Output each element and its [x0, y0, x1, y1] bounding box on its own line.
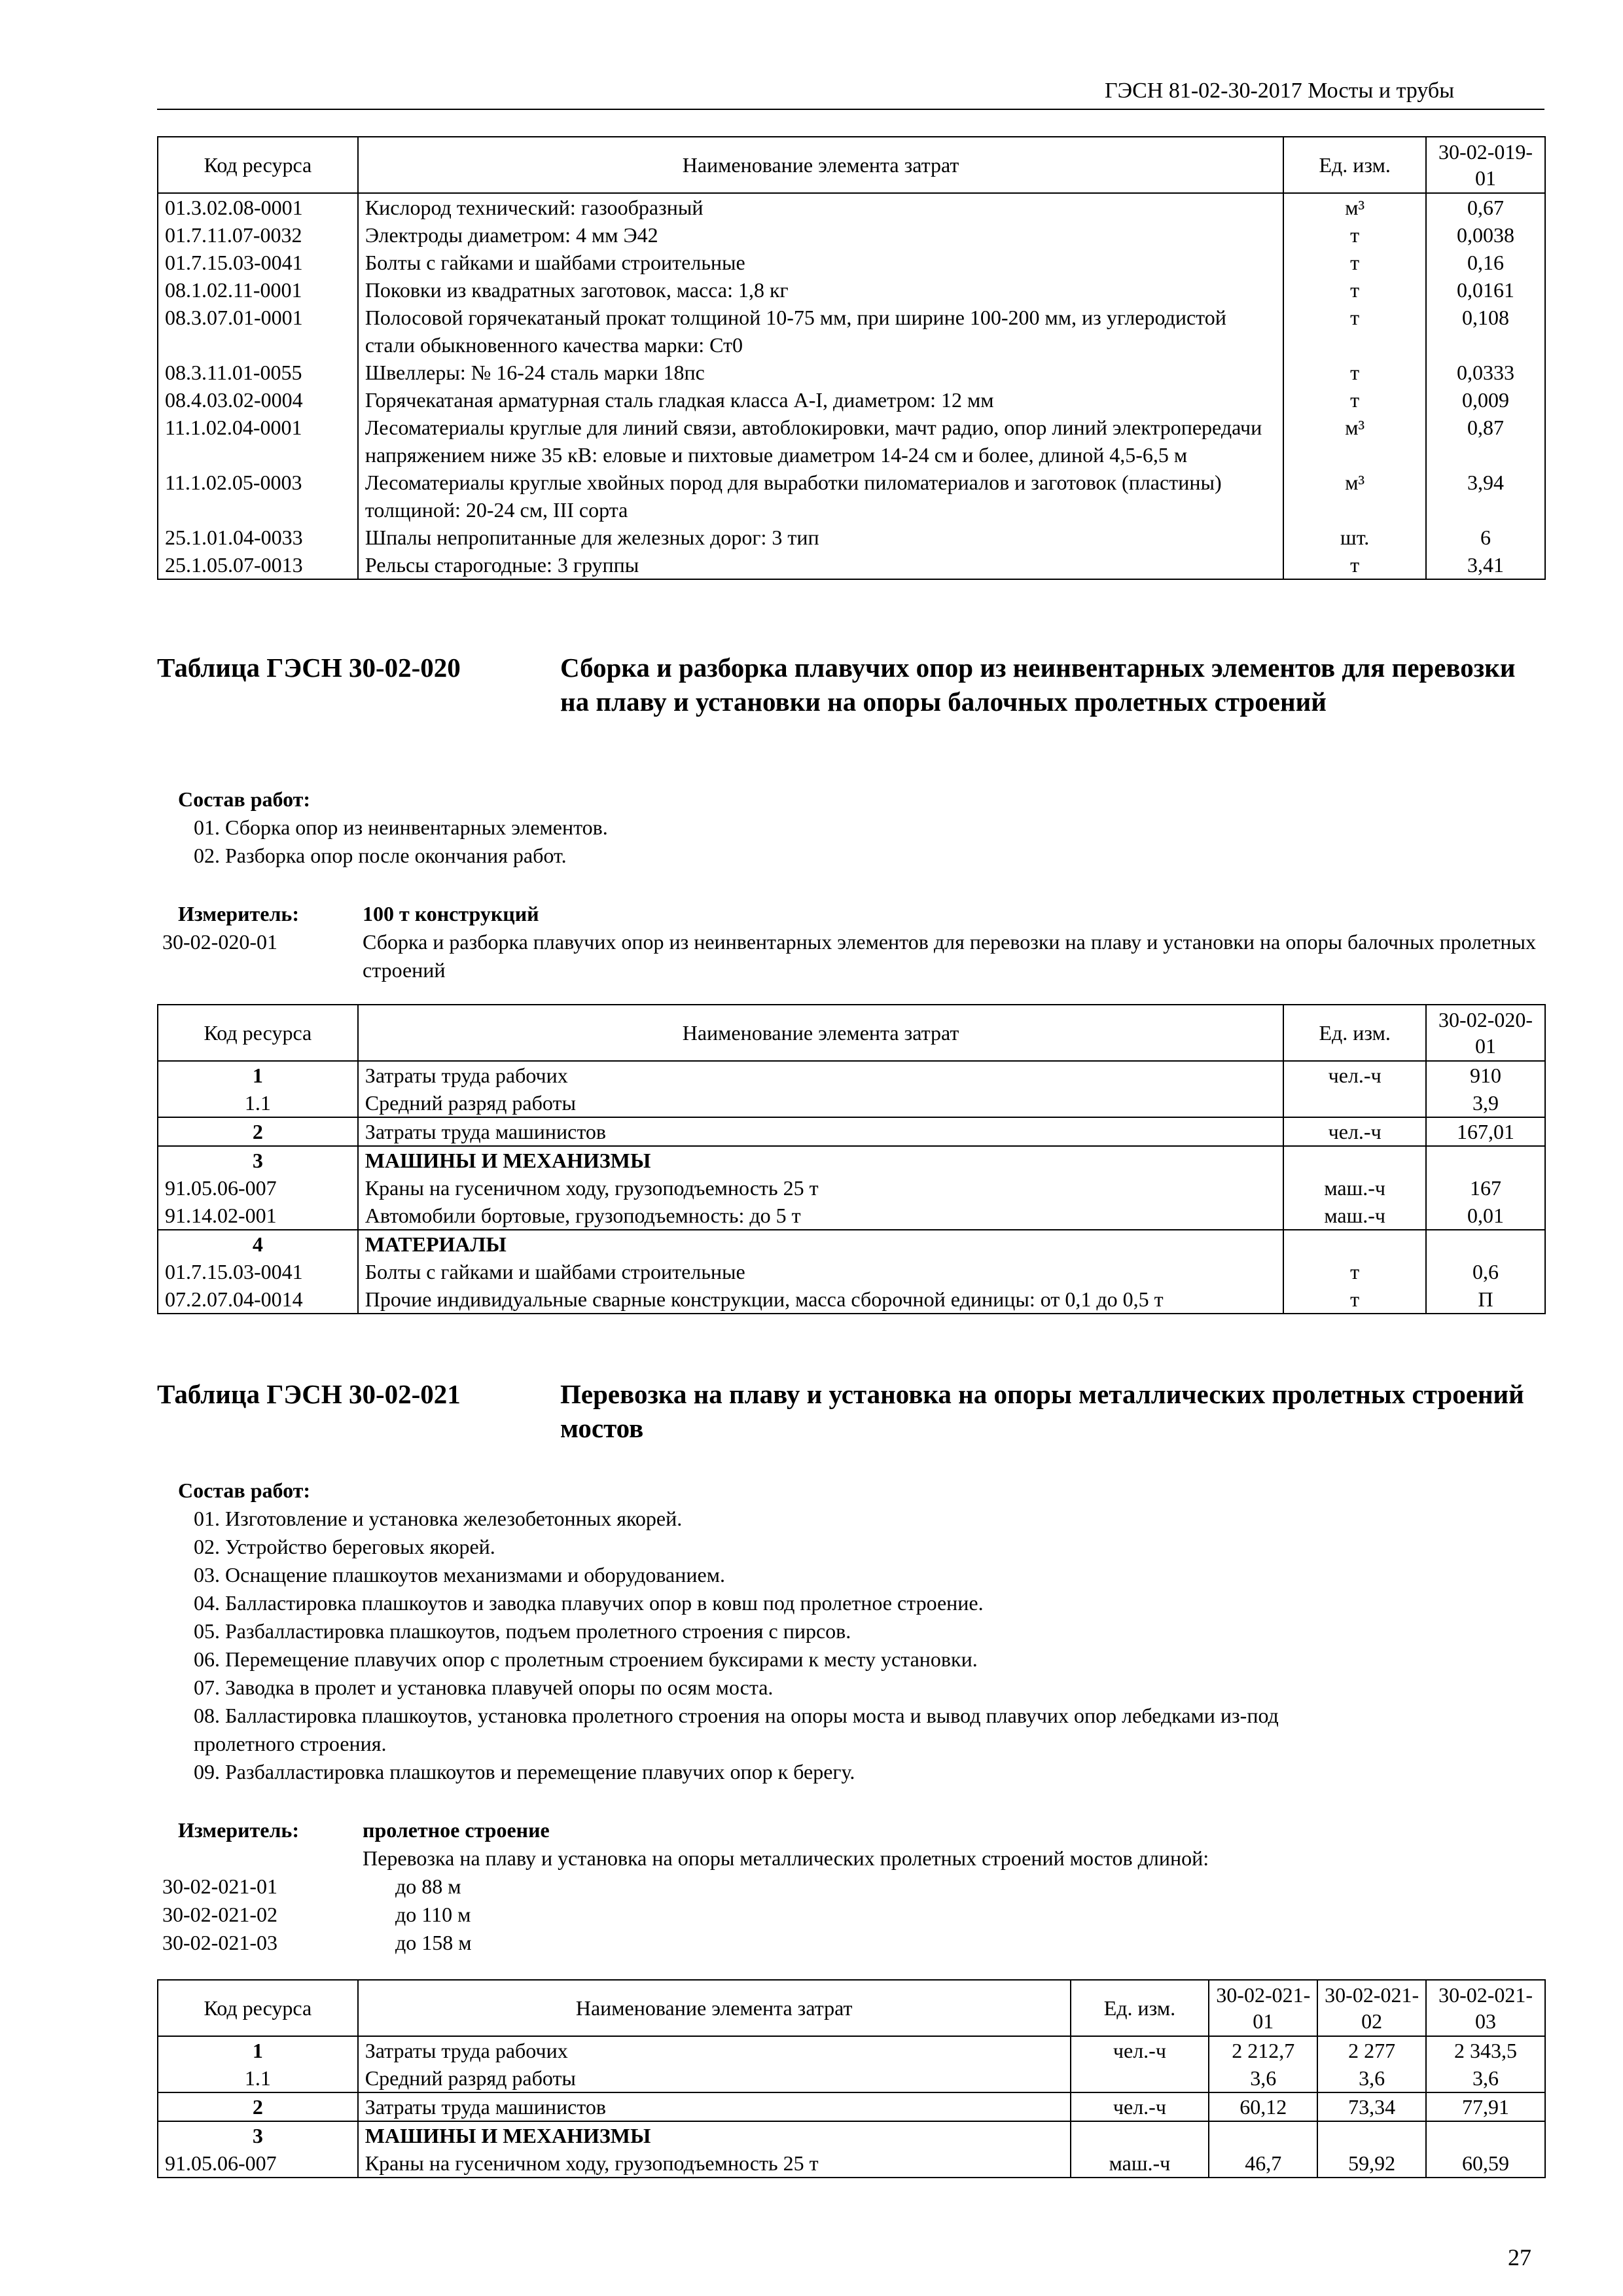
cell-code: 91.14.02-001 [158, 1202, 358, 1230]
cell-value: 0,87 [1426, 414, 1545, 469]
cell-value: 59,92 [1317, 2149, 1426, 2178]
table-row [158, 221, 1545, 249]
cell-value [1426, 2121, 1545, 2149]
cell-code: 08.3.07.01-0001 [158, 304, 358, 359]
section-title-021: Перевозка на плаву и установка на опоры металлических пролетных строений мостов [560, 1379, 1524, 1443]
table-row [158, 1174, 1545, 1202]
table-row [158, 2121, 1545, 2149]
work-item: 01. Сборка опор из неинвентарных элементов. [194, 816, 608, 839]
cell-unit: маш.-ч [1071, 2149, 1209, 2178]
col-header-name: Наименование элемента затрат [358, 1005, 1283, 1061]
cell-value: 0,108 [1426, 304, 1545, 359]
work-item: 06. Перемещение плавучих опор с пролетным строением буксирами к месту установки. [194, 1647, 978, 1671]
cell-value: 3,94 [1426, 469, 1545, 524]
cell-name: Краны на гусеничном ходу, грузоподъемность 25 т [358, 1174, 1283, 1202]
cell-value: 2 343,5 [1426, 2036, 1545, 2064]
cell-value: 3,6 [1426, 2064, 1545, 2092]
cell-name: Болты с гайками и шайбами строительные [358, 249, 1283, 276]
cell-unit: м³ [1283, 469, 1426, 524]
item-code: 30-02-021-02 [162, 1903, 277, 1926]
cell-value: 167 [1426, 1174, 1545, 1202]
cell-unit: т [1283, 359, 1426, 386]
cell-unit [1071, 2121, 1209, 2149]
cell-name: Краны на гусеничном ходу, грузоподъемность 25 т [358, 2149, 1071, 2178]
cell-code: 91.05.06-007 [158, 2149, 358, 2178]
cell-value: 77,91 [1426, 2092, 1545, 2121]
header-rule [157, 109, 1544, 110]
cell-unit: маш.-ч [1283, 1174, 1426, 1202]
cell-code: 3 [158, 1146, 358, 1174]
table-row [158, 524, 1545, 551]
cell-name: Болты с гайками и шайбами строительные [358, 1258, 1283, 1285]
cell-name: Затраты труда машинистов [358, 1117, 1283, 1146]
cell-unit: т [1283, 276, 1426, 304]
cell-unit: т [1283, 1258, 1426, 1285]
table-019 [157, 136, 1546, 580]
item-text: до 88 м [395, 1874, 461, 1898]
cell-value: 60,12 [1209, 2092, 1317, 2121]
item-code: 30-02-021-01 [162, 1874, 277, 1898]
cell-value: 60,59 [1426, 2149, 1545, 2178]
cell-value [1426, 1230, 1545, 1258]
cell-code: 08.4.03.02-0004 [158, 386, 358, 414]
cell-value: П [1426, 1285, 1545, 1314]
cell-value: 3,6 [1209, 2064, 1317, 2092]
cell-code: 08.3.11.01-0055 [158, 359, 358, 386]
cell-value: 3,9 [1426, 1089, 1545, 1117]
item-text: до 158 м [395, 1931, 472, 1954]
cell-value: 3,41 [1426, 551, 1545, 579]
meter-value-020: 100 т конструкций [363, 902, 539, 925]
cell-code: 91.05.06-007 [158, 1174, 358, 1202]
col-header-value: 30-02-019-01 [1426, 137, 1545, 193]
item-text-020: Сборка и разборка плавучих опор из неинвентарных элементов для перевозки на плаву и установки на опоры балочных пролетных строений [363, 930, 1537, 982]
cell-code: 25.1.05.07-0013 [158, 551, 358, 579]
section-label-021: Таблица ГЭСН 30-02-021 [157, 1379, 461, 1409]
cell-unit: т [1283, 249, 1426, 276]
meter-label-021: Измеритель: [178, 1818, 299, 1842]
cell-code: 11.1.02.04-0001 [158, 414, 358, 469]
cell-name: Лесоматериалы круглые хвойных пород для выработки пиломатериалов и заготовок (пластины) толщиной: 20-24 см, III сорта [358, 469, 1283, 524]
cell-name: Затраты труда машинистов [358, 2092, 1071, 2121]
table-row [158, 1202, 1545, 1230]
cell-name: Затраты труда рабочих [358, 1061, 1283, 1089]
col-header-name: Наименование элемента затрат [358, 137, 1283, 193]
cell-code: 25.1.01.04-0033 [158, 524, 358, 551]
work-item: 02. Устройство береговых якорей. [194, 1535, 495, 1558]
item-text: до 110 м [395, 1903, 471, 1926]
cell-value: 0,0333 [1426, 359, 1545, 386]
cell-code: 01.3.02.08-0001 [158, 193, 358, 221]
cell-unit: шт. [1283, 524, 1426, 551]
cell-code: 2 [158, 1117, 358, 1146]
table-row [158, 1285, 1545, 1314]
cell-name: Полосовой горячекатаный прокат толщиной 10-75 мм, при ширине 100-200 мм, из углеродистой стали обыкновенного качества марки: Ст0 [358, 304, 1283, 359]
cell-value: 2 277 [1317, 2036, 1426, 2064]
cell-code: 3 [158, 2121, 358, 2149]
cell-unit: т [1283, 1285, 1426, 1314]
cell-code: 4 [158, 1230, 358, 1258]
col-header-code: Код ресурса [158, 1005, 358, 1061]
col-header-code: Код ресурса [158, 1980, 358, 2036]
table-row [158, 2036, 1545, 2064]
cell-name: МАШИНЫ И МЕХАНИЗМЫ [358, 2121, 1071, 2149]
cell-name: Прочие индивидуальные сварные конструкции, масса сборочной единицы: от 0,1 до 0,5 т [358, 1285, 1283, 1314]
cell-code: 07.2.07.04-0014 [158, 1285, 358, 1314]
works-label-021: Состав работ: [178, 1479, 311, 1502]
cell-code: 2 [158, 2092, 358, 2121]
cell-value: 0,009 [1426, 386, 1545, 414]
work-item: 07. Заводка в пролет и установка плавучей опоры по осям моста. [194, 1676, 774, 1699]
cell-code: 1.1 [158, 1089, 358, 1117]
meter-label-020: Измеритель: [178, 902, 299, 925]
running-header: ГЭСН 81-02-30-2017 Мосты и трубы [1105, 79, 1455, 103]
table-021 [157, 1979, 1546, 2178]
cell-name: Лесоматериалы круглые для линий связи, автоблокировки, мачт радио, опор линий электропередачи напряжением ниже 35 кВ: еловые и пихтовые диаметром 14-24 см и более, длиной 4,5-6,5 м [358, 414, 1283, 469]
page-number: 27 [1508, 2244, 1531, 2270]
col-header-unit: Ед. изм. [1071, 1980, 1209, 2036]
cell-code: 01.7.15.03-0041 [158, 249, 358, 276]
cell-value: 167,01 [1426, 1117, 1545, 1146]
cell-unit [1071, 2064, 1209, 2092]
meter-desc-021: Перевозка на плаву и установка на опоры металлических пролетных строений мостов длиной: [363, 1846, 1209, 1870]
cell-name: МАТЕРИАЛЫ [358, 1230, 1283, 1258]
meter-value-021: пролетное строение [363, 1818, 550, 1842]
cell-name: МАШИНЫ И МЕХАНИЗМЫ [358, 1146, 1283, 1174]
cell-unit: т [1283, 221, 1426, 249]
table-row [158, 1061, 1545, 1089]
cell-value: 6 [1426, 524, 1545, 551]
cell-unit [1283, 1089, 1426, 1117]
col-header-unit: Ед. изм. [1283, 1005, 1426, 1061]
col-header-value-2: 30-02-021-02 [1317, 1980, 1426, 2036]
table-row [158, 1089, 1545, 1117]
col-header-unit: Ед. изм. [1283, 137, 1426, 193]
cell-unit: чел.-ч [1071, 2092, 1209, 2121]
table-row [158, 1258, 1545, 1285]
table-row [158, 193, 1545, 221]
section-label-020: Таблица ГЭСН 30-02-020 [157, 653, 461, 683]
col-header-value-1: 30-02-021-01 [1209, 1980, 1317, 2036]
cell-code: 01.7.11.07-0032 [158, 221, 358, 249]
table-row [158, 414, 1545, 469]
cell-code: 08.1.02.11-0001 [158, 276, 358, 304]
cell-value: 73,34 [1317, 2092, 1426, 2121]
section-title-020: Сборка и разборка плавучих опор из неинвентарных элементов для перевозки на плаву и установки на опоры балочных пролетных строений [560, 653, 1516, 717]
works-label-020: Состав работ: [178, 787, 311, 811]
cell-unit: т [1283, 304, 1426, 359]
cell-value: 2 212,7 [1209, 2036, 1317, 2064]
cell-value [1317, 2121, 1426, 2149]
cell-value: 0,16 [1426, 249, 1545, 276]
work-item: 02. Разборка опор после окончания работ. [194, 844, 567, 867]
work-item: 01. Изготовление и установка железобетонных якорей. [194, 1507, 683, 1530]
cell-code: 1 [158, 1061, 358, 1089]
item-code: 30-02-021-03 [162, 1931, 277, 1954]
cell-unit: м³ [1283, 193, 1426, 221]
work-item: 03. Оснащение плашкоутов механизмами и оборудованием. [194, 1563, 725, 1587]
table-row [158, 1146, 1545, 1174]
cell-unit: маш.-ч [1283, 1202, 1426, 1230]
cell-unit: чел.-ч [1283, 1117, 1426, 1146]
cell-code: 1.1 [158, 2064, 358, 2092]
table-row [158, 2149, 1545, 2178]
cell-name: Затраты труда рабочих [358, 2036, 1071, 2064]
table-row [158, 1117, 1545, 1146]
col-header-name: Наименование элемента затрат [358, 1980, 1071, 2036]
cell-unit: т [1283, 551, 1426, 579]
cell-name: Электроды диаметром: 4 мм Э42 [358, 221, 1283, 249]
cell-unit [1283, 1230, 1426, 1258]
cell-value: 46,7 [1209, 2149, 1317, 2178]
table-020 [157, 1004, 1546, 1314]
cell-code: 11.1.02.05-0003 [158, 469, 358, 524]
cell-name: Швеллеры: № 16-24 сталь марки 18пс [358, 359, 1283, 386]
cell-value [1426, 1146, 1545, 1174]
table-row [158, 359, 1545, 386]
cell-unit: т [1283, 386, 1426, 414]
col-header-code: Код ресурса [158, 137, 358, 193]
cell-unit: чел.-ч [1283, 1061, 1426, 1089]
table-row [158, 469, 1545, 524]
table-row [158, 304, 1545, 359]
cell-name: Рельсы старогодные: 3 группы [358, 551, 1283, 579]
cell-unit: чел.-ч [1071, 2036, 1209, 2064]
cell-unit: м³ [1283, 414, 1426, 469]
work-item: 09. Разбалластировка плашкоутов и перемещение плавучих опор к берегу. [194, 1760, 855, 1784]
table-row [158, 249, 1545, 276]
cell-code: 01.7.15.03-0041 [158, 1258, 358, 1285]
table-row [158, 386, 1545, 414]
table-row [158, 2064, 1545, 2092]
cell-value: 0,0038 [1426, 221, 1545, 249]
col-header-value-3: 30-02-021-03 [1426, 1980, 1545, 2036]
cell-name: Поковки из квадратных заготовок, масса: 1,8 кг [358, 276, 1283, 304]
table-row [158, 2092, 1545, 2121]
cell-name: Шпалы непропитанные для железных дорог: 3 тип [358, 524, 1283, 551]
cell-value: 910 [1426, 1061, 1545, 1089]
item-code-020: 30-02-020-01 [162, 930, 277, 954]
table-row [158, 551, 1545, 579]
cell-unit [1283, 1146, 1426, 1174]
cell-value: 0,6 [1426, 1258, 1545, 1285]
work-item: 08. Балластировка плашкоутов, установка пролетного строения на опоры моста и вывод плавучих опор лебедками из-под [194, 1704, 1279, 1727]
cell-value: 0,67 [1426, 193, 1545, 221]
table-row [158, 1230, 1545, 1258]
cell-value [1209, 2121, 1317, 2149]
work-item: пролетного строения. [194, 1732, 387, 1755]
cell-name: Горячекатаная арматурная сталь гладкая класса А-I, диаметром: 12 мм [358, 386, 1283, 414]
cell-value: 3,6 [1317, 2064, 1426, 2092]
table-row [158, 276, 1545, 304]
work-item: 05. Разбалластировка плашкоутов, подъем пролетного строения с пирсов. [194, 1619, 851, 1643]
cell-name: Средний разряд работы [358, 1089, 1283, 1117]
cell-code: 1 [158, 2036, 358, 2064]
cell-value: 0,01 [1426, 1202, 1545, 1230]
cell-value: 0,0161 [1426, 276, 1545, 304]
col-header-value: 30-02-020-01 [1426, 1005, 1545, 1061]
cell-name: Автомобили бортовые, грузоподъемность: до 5 т [358, 1202, 1283, 1230]
cell-name: Средний разряд работы [358, 2064, 1071, 2092]
work-item: 04. Балластировка плашкоутов и заводка плавучих опор в ковш под пролетное строение. [194, 1591, 984, 1615]
cell-name: Кислород технический: газообразный [358, 193, 1283, 221]
